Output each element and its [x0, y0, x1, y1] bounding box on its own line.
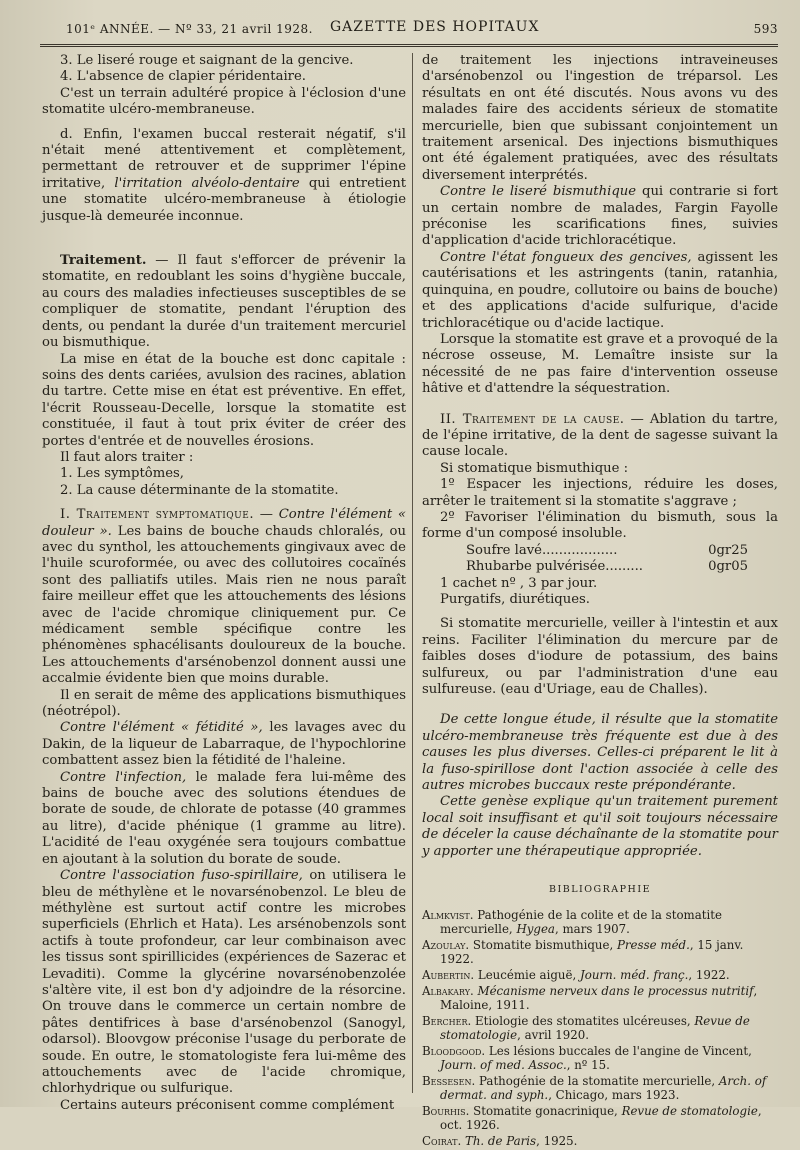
columns: [40, 53, 779, 1149]
paragraph-traitement: Traitement. — Il faut s'efforcer de prévenir la stomatite, en redoublant les soins d'hygiène buccale, au cours des maladies infectieuses susceptibles de se compliquer de stomatite, pendant l'éruption des dents, ou pendant la durée d'un traitement mercuriel ou bismuthique.: [42, 253, 406, 351]
paragraph: II. Traitement de la cause. — Ablation du tartre, de l'épine irritative, de la dent de sagesse suivant la cause locale.: [422, 411, 779, 460]
paragraph: Contre l'association fuso-spirillaire, on utilisera le bleu de méthylène et le novarsénobenzol. Le bleu de méthylène est surtout actif contre les microbes superficiels (Ehrlich et Hata). Les arsénobenzols sont actifs à toute profondeur, car leur combinaison avec les tissus sont spirillicides (expériences de Sazerac et Levaditi). Comme la glycérine novarsénobenzolée s'altère vite, il est bon d'y adjoindre de la résorcine. On trouve dans le commerce un certain nombre de pâtes dentifrices à base d'arsénobenzol (Sanogyl, odarsol). Bloovgow préconise l'usage du perborate de soude. En outre, le stomatologiste fera lui-même des attouchements avec de l'acide chromique, chlorhydrique ou sulfurique.: [42, 868, 406, 1097]
right-column: [422, 53, 778, 1150]
paragraph: 1 cachet nº , 3 par jour.: [440, 575, 598, 591]
paragraph: Contre l'état fongueux des gencives, agissent les cautérisations et les astringents (tanin, ratanhia, quinquina, en poudre, collutoire ou bains de bouche) et des applications d'acide sulfurique, d'acide trichloracétique ou d'acide lactique.: [422, 249, 778, 331]
page-number: 593: [753, 22, 778, 36]
paragraph: Il faut alors traiter :: [60, 449, 194, 465]
bibliography-entry: Bercher. Etiologie des stomatites ulcéreuses, Revue de stomatologie, avril 1920.: [422, 1014, 750, 1043]
list-item: 1. Les symptômes,: [60, 466, 184, 482]
bibliography-entry: Bloodgood. Les lésions buccales de l'angine de Vincent, Journ. of med. Assoc., nº 15.: [422, 1044, 752, 1073]
bibliography-entry: Almkvist. Pathogénie de la colite et de la stomatite mercurielle, Hygea, mars 1907.: [422, 908, 723, 937]
paragraph: de traitement les injections intraveineuses d'arsénobenzol ou l'ingestion de tréparsol. Les résultats en ont été discutés. Nous avons vu des malades faire des accidents sérieux de stomatite mercurielle, bien que subissant conjointement un traitement arsenical. Des injections bismuthiques ont été également pratiquées, avec des résultats diversement interprétés.: [422, 53, 778, 183]
journal-title: GAZETTE DES HOPITAUX: [330, 19, 540, 35]
bibliography-entry: Albakary. Mécanisme nerveux dans le processus nutritif, Maloine, 1911.: [422, 984, 758, 1013]
paragraph: La mise en état de la bouche est donc capitale : soins des dents cariées, avulsion des racines, ablation du tartre. Cette mise en état est préventive. En effet, l'écrit Rousseau-Decelle, lorsque la stomatite est constituée, il faut à tout prix éviter de créer des portes d'entrée et de nouvelles érosions.: [42, 351, 406, 449]
list-item: 2. La cause déterminante de la stomatite.: [60, 482, 339, 498]
paragraph: Contre le liseré bismuthique qui contrarie si fort un certain nombre de malades, Fargin Fayolle préconise les scarifications fines, suivies d'application d'acide trichloracétique.: [422, 184, 778, 249]
paragraph: Certains auteurs préconisent comme complément: [60, 1097, 395, 1113]
section-heading: II. Traitement de la cause.: [440, 411, 625, 427]
section-heading: I. Traitement symptomatique.: [60, 507, 255, 523]
paragraph: 3. Le liseré rouge et saignant de la gencive.: [60, 53, 354, 68]
bibliography-entry: Bessesen. Pathogénie de la stomatite mercurielle, Arch. of dermat. and syph., Chicago, mars 1923.: [422, 1074, 767, 1103]
bibliography-entry: Bourhis. Stomatite gonacrinique, Revue de stomatologie, oct. 1926.: [422, 1104, 762, 1133]
section-label: Traitement.: [60, 253, 147, 269]
paragraph: Si stomatique bismuthique :: [440, 460, 629, 476]
paragraph: d. Enfin, l'examen buccal resterait négatif, s'il n'était mené attentivement et complètement, permettant de retrouver et de supprimer l'épine irritative, l'irritation alvéolo-dentaire qui entretient une stomatite ulcéro-membraneuse à étiologie jusque-là demeurée inconnue.: [42, 126, 406, 224]
paragraph: Purgatifs, diurétiques.: [440, 591, 591, 607]
conclusion: De cette longue étude, il résulte que la stomatite ulcéro-membraneuse très fréquente est due à des causes les plus diverses. Celles-ci préparent le lit à la fuso-spirillose dont l'action associée à celle des autres microbes buccaux reste prépondérante.: [422, 712, 778, 794]
page-header: [40, 14, 778, 47]
bibliography-title: BIBLIOGRAPHIE: [548, 884, 652, 896]
bibliography-entry: Coirat. Th. de Paris, 1925.: [422, 1134, 578, 1149]
paragraph: Contre l'infection, le malade fera lui-même des bains de bouche avec des solutions étendues de borate de soude, de chlorate de potasse (40 grammes au litre), d'acide phénique (1 gramme au litre). L'acidité de l'eau oxygénée sera toujours combattue en ajoutant à la solution du borate de soude.: [42, 769, 407, 867]
paragraph: 1º Espacer les injections, réduire les doses, arrêter le traitement si la stomatite s'aggrave ;: [422, 477, 778, 509]
paragraph: I. Traitement symptomatique. — Contre l'élément « douleur ». Les bains de bouche chauds chloralés, ou avec du synthol, les attouchements gingivaux avec de l'huile scuroformée, ou avec des collutoires cocaïnés sont des palliatifs utiles. Mais rien ne nous paraît faire meilleur effet que les attouchements des lésions avec de l'acide chromique cliniquement pur. Ce médicament semble spécifique contre les phénomènes sphacélisants douloureux de la bouche. Les attouchements d'arsénobenzol donnent aussi une accalmie évidente bien que moins durable.: [42, 507, 406, 687]
issue-info: 101ᵉ ANNÉE. — Nº 33, 21 avril 1928.: [66, 22, 313, 36]
recipe-line: Soufre lavé.................. 0gr25: [466, 542, 748, 558]
recipe-line: Rhubarbe pulvérisée......... 0gr05: [466, 559, 748, 575]
paragraph: Il en serait de même des applications bismuthiques (néotrépol).: [42, 687, 406, 720]
paragraph: Contre l'élément « fétidité », les lavages avec du Dakin, de la liqueur de Labarraque, de l'hypochlorine combattent assez bien la fétidité de l'haleine.: [42, 720, 407, 769]
paragraph: Lorsque la stomatite est grave et a provoqué de la nécrose osseuse, M. Lemaître insiste sur la nécessité de ne pas faire d'intervention osseuse hâtive et d'attendre la séquestration.: [422, 331, 778, 397]
column-divider: [412, 53, 413, 1093]
conclusion: Cette genèse explique qu'un traitement purement local soit insuffisant et qu'il soit toujours nécessaire de déceler la cause déchaînante de la stomatite pour y apporter une thérapeutique appropriée.: [422, 794, 778, 859]
paragraph: 2º Favoriser l'élimination du bismuth, sous la forme d'un composé insoluble.: [422, 509, 778, 542]
left-column: [42, 53, 406, 1114]
bibliography-entry: Aubertin. Leucémie aiguë, Journ. méd. franç., 1922.: [422, 968, 730, 983]
paragraph: Si stomatite mercurielle, veiller à l'intestin et aux reins. Faciliter l'élimination du mercure par de faibles doses d'iodure de potassium, des bains sulfureux, ou par l'administration d'une eau sulfureuse. (eau d'Uriage, eau de Challes).: [422, 616, 778, 697]
paragraph: C'est un terrain adultéré propice à l'éclosion d'une stomatite ulcéro-membraneuse.: [42, 85, 406, 118]
paragraph: 4. L'absence de clapier péridentaire.: [60, 69, 306, 85]
bibliography: [422, 908, 778, 1148]
bibliography-entry: Azoulay. Stomatite bismuthique, Presse méd., 15 janv. 1922.: [422, 938, 744, 967]
